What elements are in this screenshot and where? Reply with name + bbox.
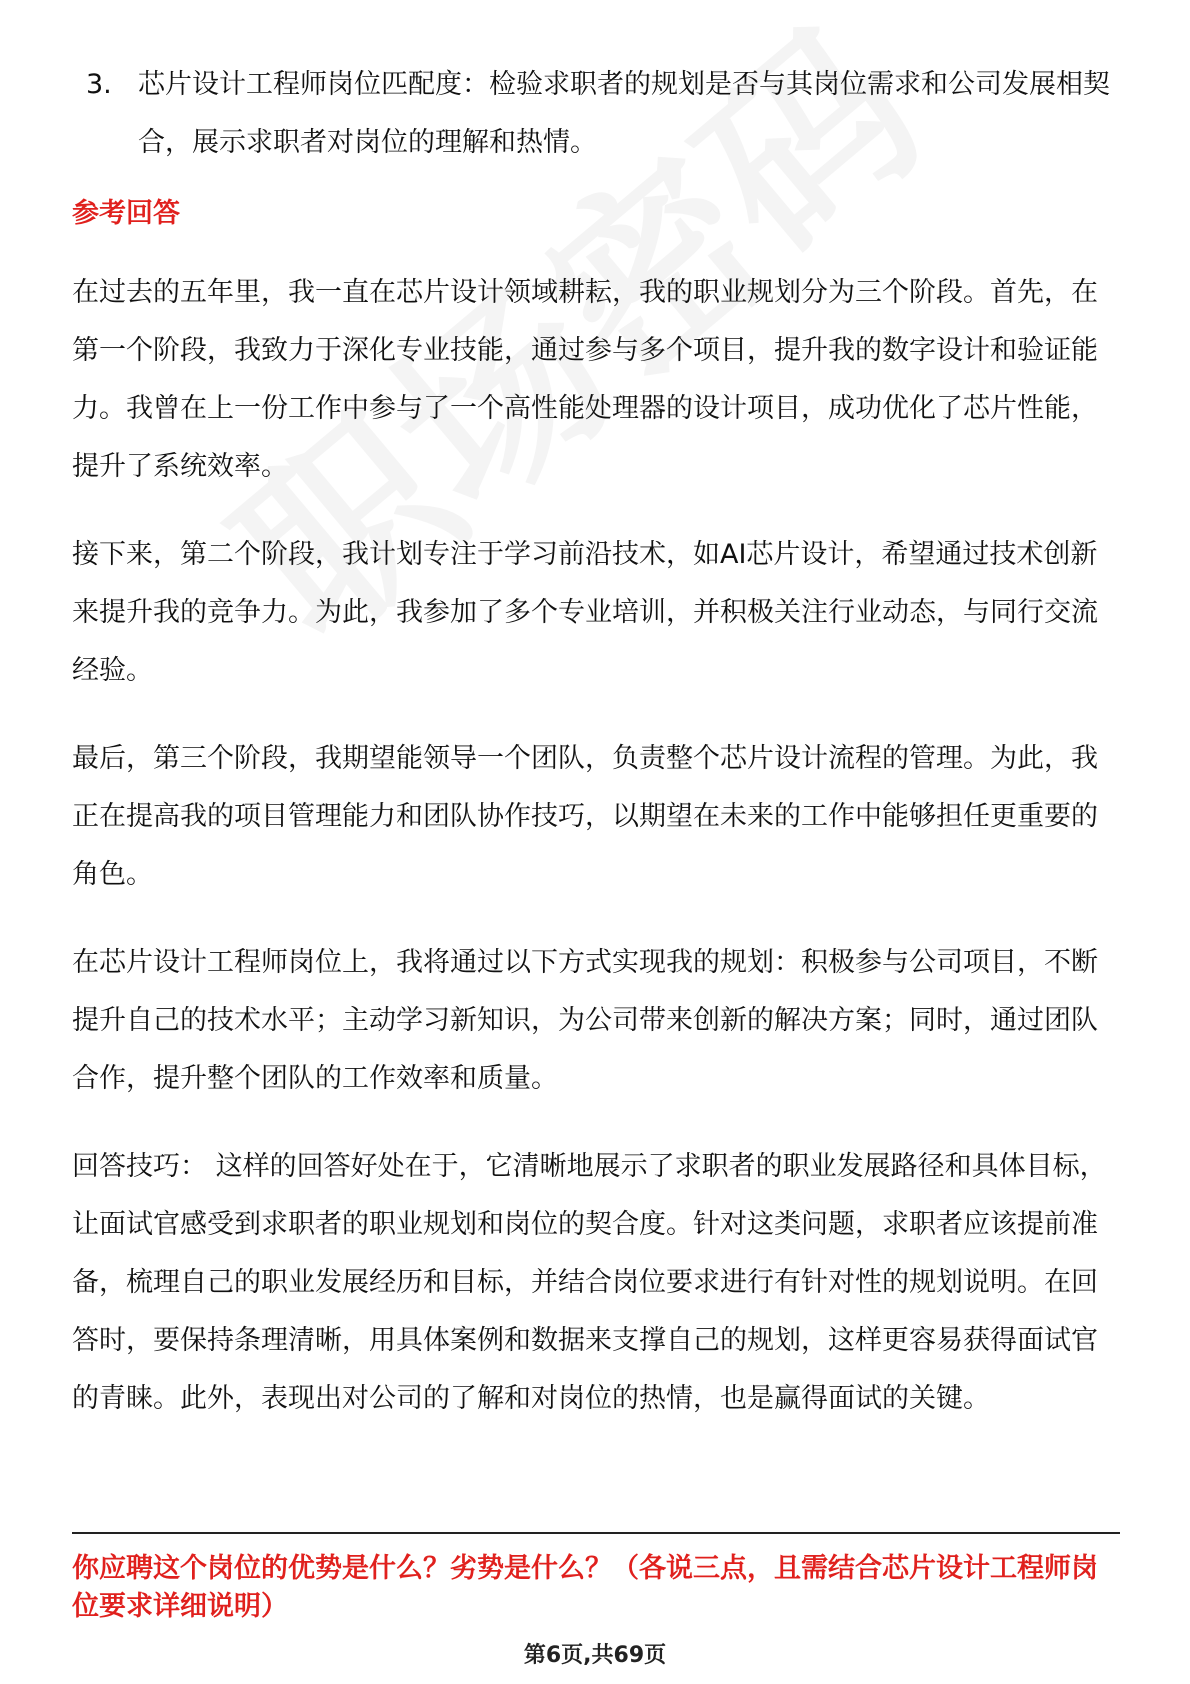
paragraph-4: 在芯片设计工程师岗位上，我将通过以下方式实现我的规划：积极参与公司项目，不断提升自己的技术水平；主动学习新知识，为公司带来创新的解决方案；同时，通过团队合作，提升整个团队的工作效率和质量。 (72, 947, 1098, 1094)
content (72, 56, 1120, 1428)
paragraph-3: 最后，第三个阶段，我期望能领导一个团队，负责整个芯片设计流程的管理。为此，我正在提高我的项目管理能力和团队协作技巧，以期望在未来的工作中能够担任更重要的角色。 (72, 743, 1098, 890)
answer-tips: 回答技巧： 这样的回答好处在于，它清晰地展示了求职者的职业发展路径和具体目标，让面试官感受到求职者的职业规划和岗位的契合度。针对这类问题，求职者应该提前准备，梳理自己的职业发展经历和目标，并结合岗位要求进行有针对性的规划说明。在回答时，要保持条理清晰，用具体案例和数据来支撑自己的规划，这样更容易获得面试官的青睐。此外，表现出对公司的了解和对岗位的热情，也是赢得面试的关键。 (72, 1151, 1107, 1414)
list-item (72, 56, 1120, 172)
page-footer: 第6页,共69页 (523, 1643, 667, 1668)
next-question: 你应聘这个岗位的优势是什么？劣势是什么？（各说三点，且需结合芯片设计工程师岗位要求详细说明） (72, 1553, 1098, 1622)
list-text: 芯片设计工程师岗位匹配度：检验求职者的规划是否与其岗位需求和公司发展相契合，展示求职者对岗位的理解和热情。 (138, 69, 1110, 158)
paragraph-1: 在过去的五年里，我一直在芯片设计领域耕耘，我的职业规划分为三个阶段。首先，在第一个阶段，我致力于深化专业技能，通过参与多个项目，提升我的数字设计和验证能力。我曾在上一份工作中参与了一个高性能处理器的设计项目，成功优化了芯片性能，提升了系统效率。 (72, 277, 1098, 482)
section-divider (72, 1532, 1120, 1534)
answer-heading: 参考回答 (72, 198, 180, 229)
paragraph-2: 接下来，第二个阶段，我计划专注于学习前沿技术，如AI芯片设计，希望通过技术创新来提升我的竞争力。为此，我参加了多个专业培训，并积极关注行业动态，与同行交流经验。 (72, 539, 1098, 686)
list-number: 3. (86, 69, 112, 100)
